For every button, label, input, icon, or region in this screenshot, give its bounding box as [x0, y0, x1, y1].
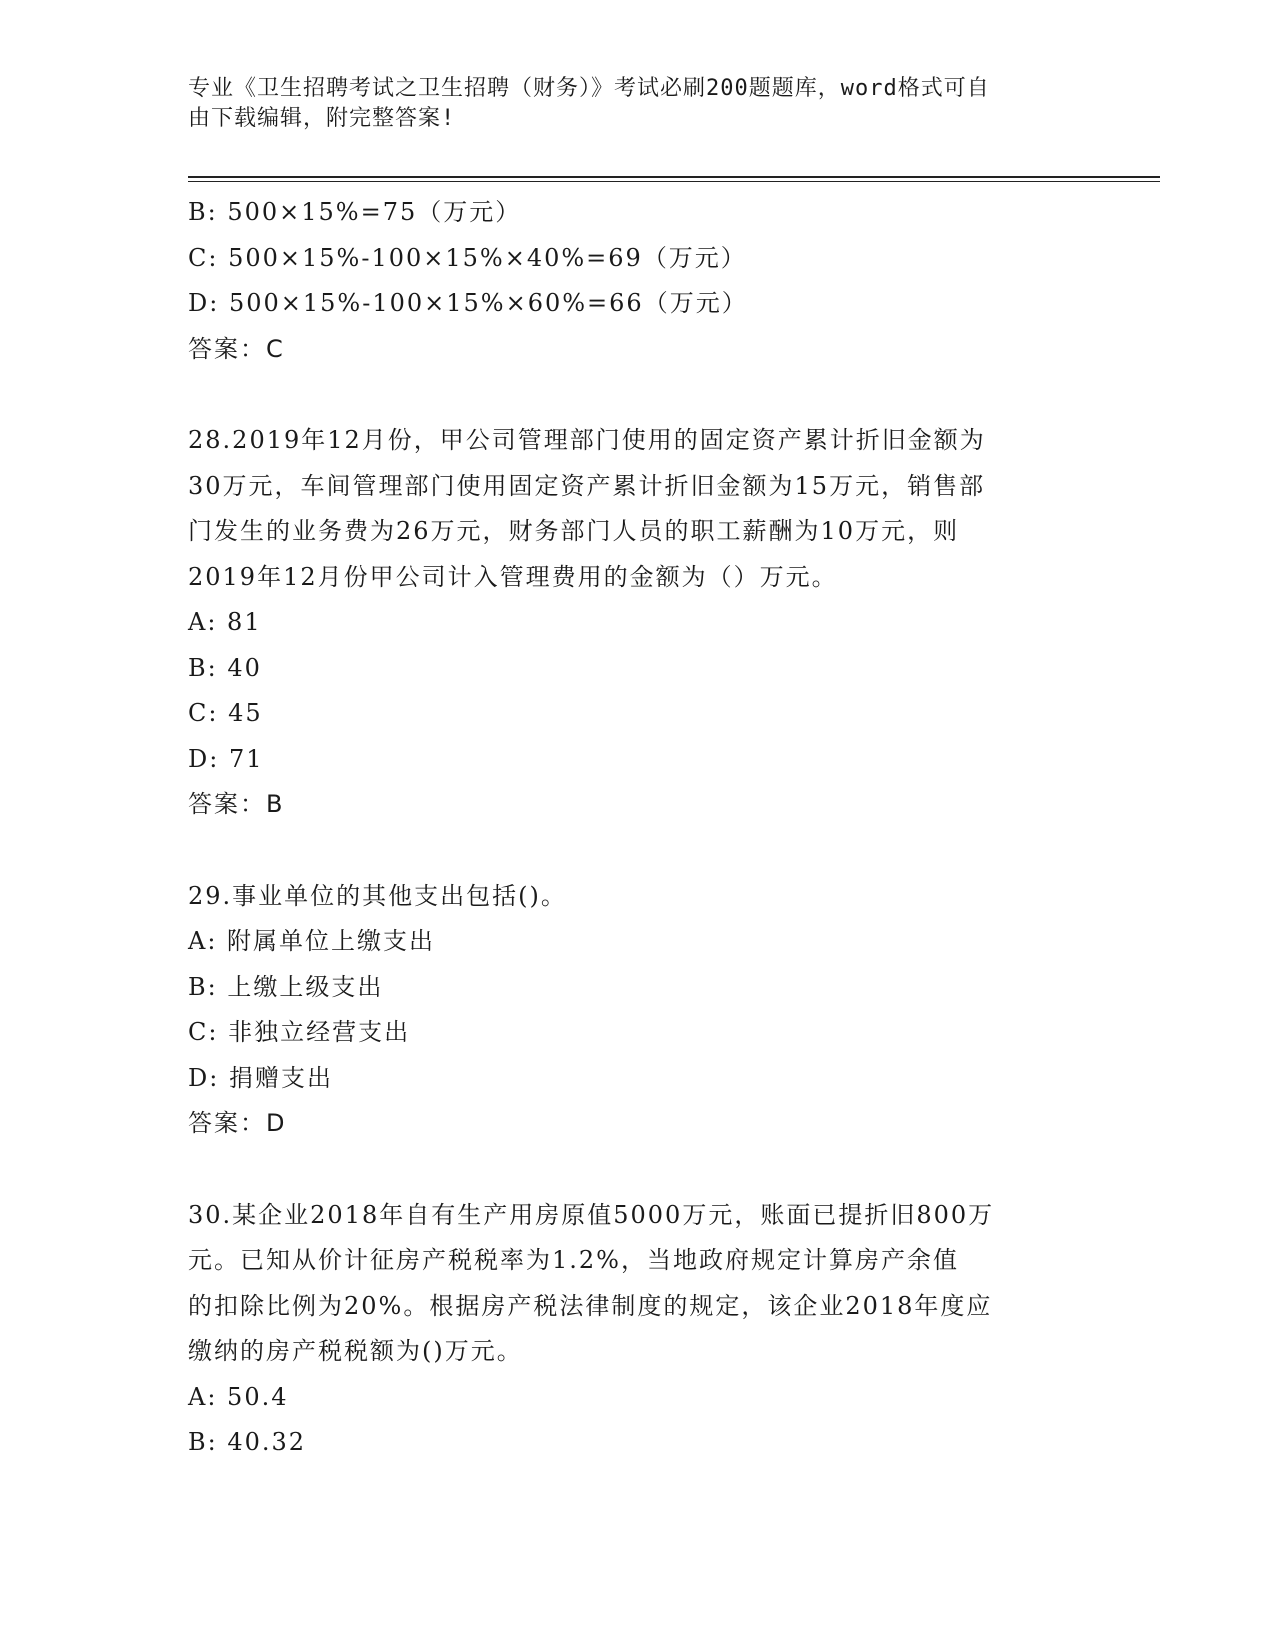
- question-28-stem-line-4: 2019年12月份甲公司计入管理费用的金额为（）万元。: [188, 562, 838, 591]
- header-title-line-2: 由下载编辑，附完整答案!: [188, 106, 456, 131]
- question-29-option-c: C: 非独立经营支出: [188, 1018, 411, 1046]
- question-28-stem-line-2: 30万元，车间管理部门使用固定资产累计折旧金额为15万元，销售部: [188, 471, 986, 500]
- question-list: [188, 190, 1088, 1466]
- header-divider-thin: [188, 181, 1160, 182]
- question-28-option-d: D: 71: [188, 744, 264, 773]
- question-29-option-a: A: 附属单位上缴支出: [188, 927, 436, 955]
- question-28-option-a: A: 81: [188, 608, 262, 636]
- question-spacer: [188, 828, 1088, 874]
- question-27-option-b: B: 500×15%=75（万元）: [188, 198, 522, 226]
- question-29-option-d: D: 捐赠支出: [188, 1063, 333, 1092]
- question-28-option-b: B: 40: [188, 653, 262, 682]
- question-28: [188, 418, 1088, 828]
- document-header: [188, 74, 1068, 134]
- question-30: [188, 1193, 1088, 1466]
- question-30-stem-line-3: 的扣除比例为20%。根据房产税法律制度的规定，该企业2018年度应: [188, 1291, 993, 1320]
- question-29-answer: 答案：D: [188, 1109, 287, 1137]
- question-28-stem-line-1: 28.2019年12月份，甲公司管理部门使用的固定资产累计折旧金额为: [188, 426, 986, 454]
- question-28-stem-line-3: 门发生的业务费为26万元，财务部门人员的职工薪酬为10万元，则: [188, 517, 960, 545]
- question-30-stem-line-2: 元。已知从价计征房产税税率为1.2%，当地政府规定计算房产余值: [188, 1246, 959, 1274]
- header-divider-thick: [188, 176, 1160, 178]
- question-spacer: [188, 1147, 1088, 1193]
- question-28-option-c: C: 45: [188, 699, 263, 727]
- question-28-answer: 答案：B: [188, 790, 285, 818]
- header-title-line-1: 专业《卫生招聘考试之卫生招聘（财务）》考试必刷200题题库，word格式可自: [188, 76, 990, 101]
- question-27: [188, 190, 1088, 372]
- question-30-stem-line-4: 缴纳的房产税税额为()万元。: [188, 1337, 523, 1365]
- question-30-stem-line-1: 30.某企业2018年自有生产用房原值5000万元，账面已提折旧800万: [188, 1200, 995, 1229]
- question-spacer: [188, 372, 1088, 418]
- question-27-option-d: D: 500×15%-100×15%×60%=66（万元）: [188, 289, 748, 317]
- question-27-option-c: C: 500×15%-100×15%×40%=69（万元）: [188, 243, 747, 272]
- question-29-stem-line-1: 29.事业单位的其他支出包括()。: [188, 881, 567, 910]
- question-29: [188, 874, 1088, 1147]
- question-30-option-b: B: 40.32: [188, 1428, 307, 1456]
- question-27-answer: 答案：C: [188, 334, 285, 363]
- question-29-option-b: B: 上缴上级支出: [188, 972, 384, 1001]
- question-30-option-a: A: 50.4: [188, 1382, 289, 1411]
